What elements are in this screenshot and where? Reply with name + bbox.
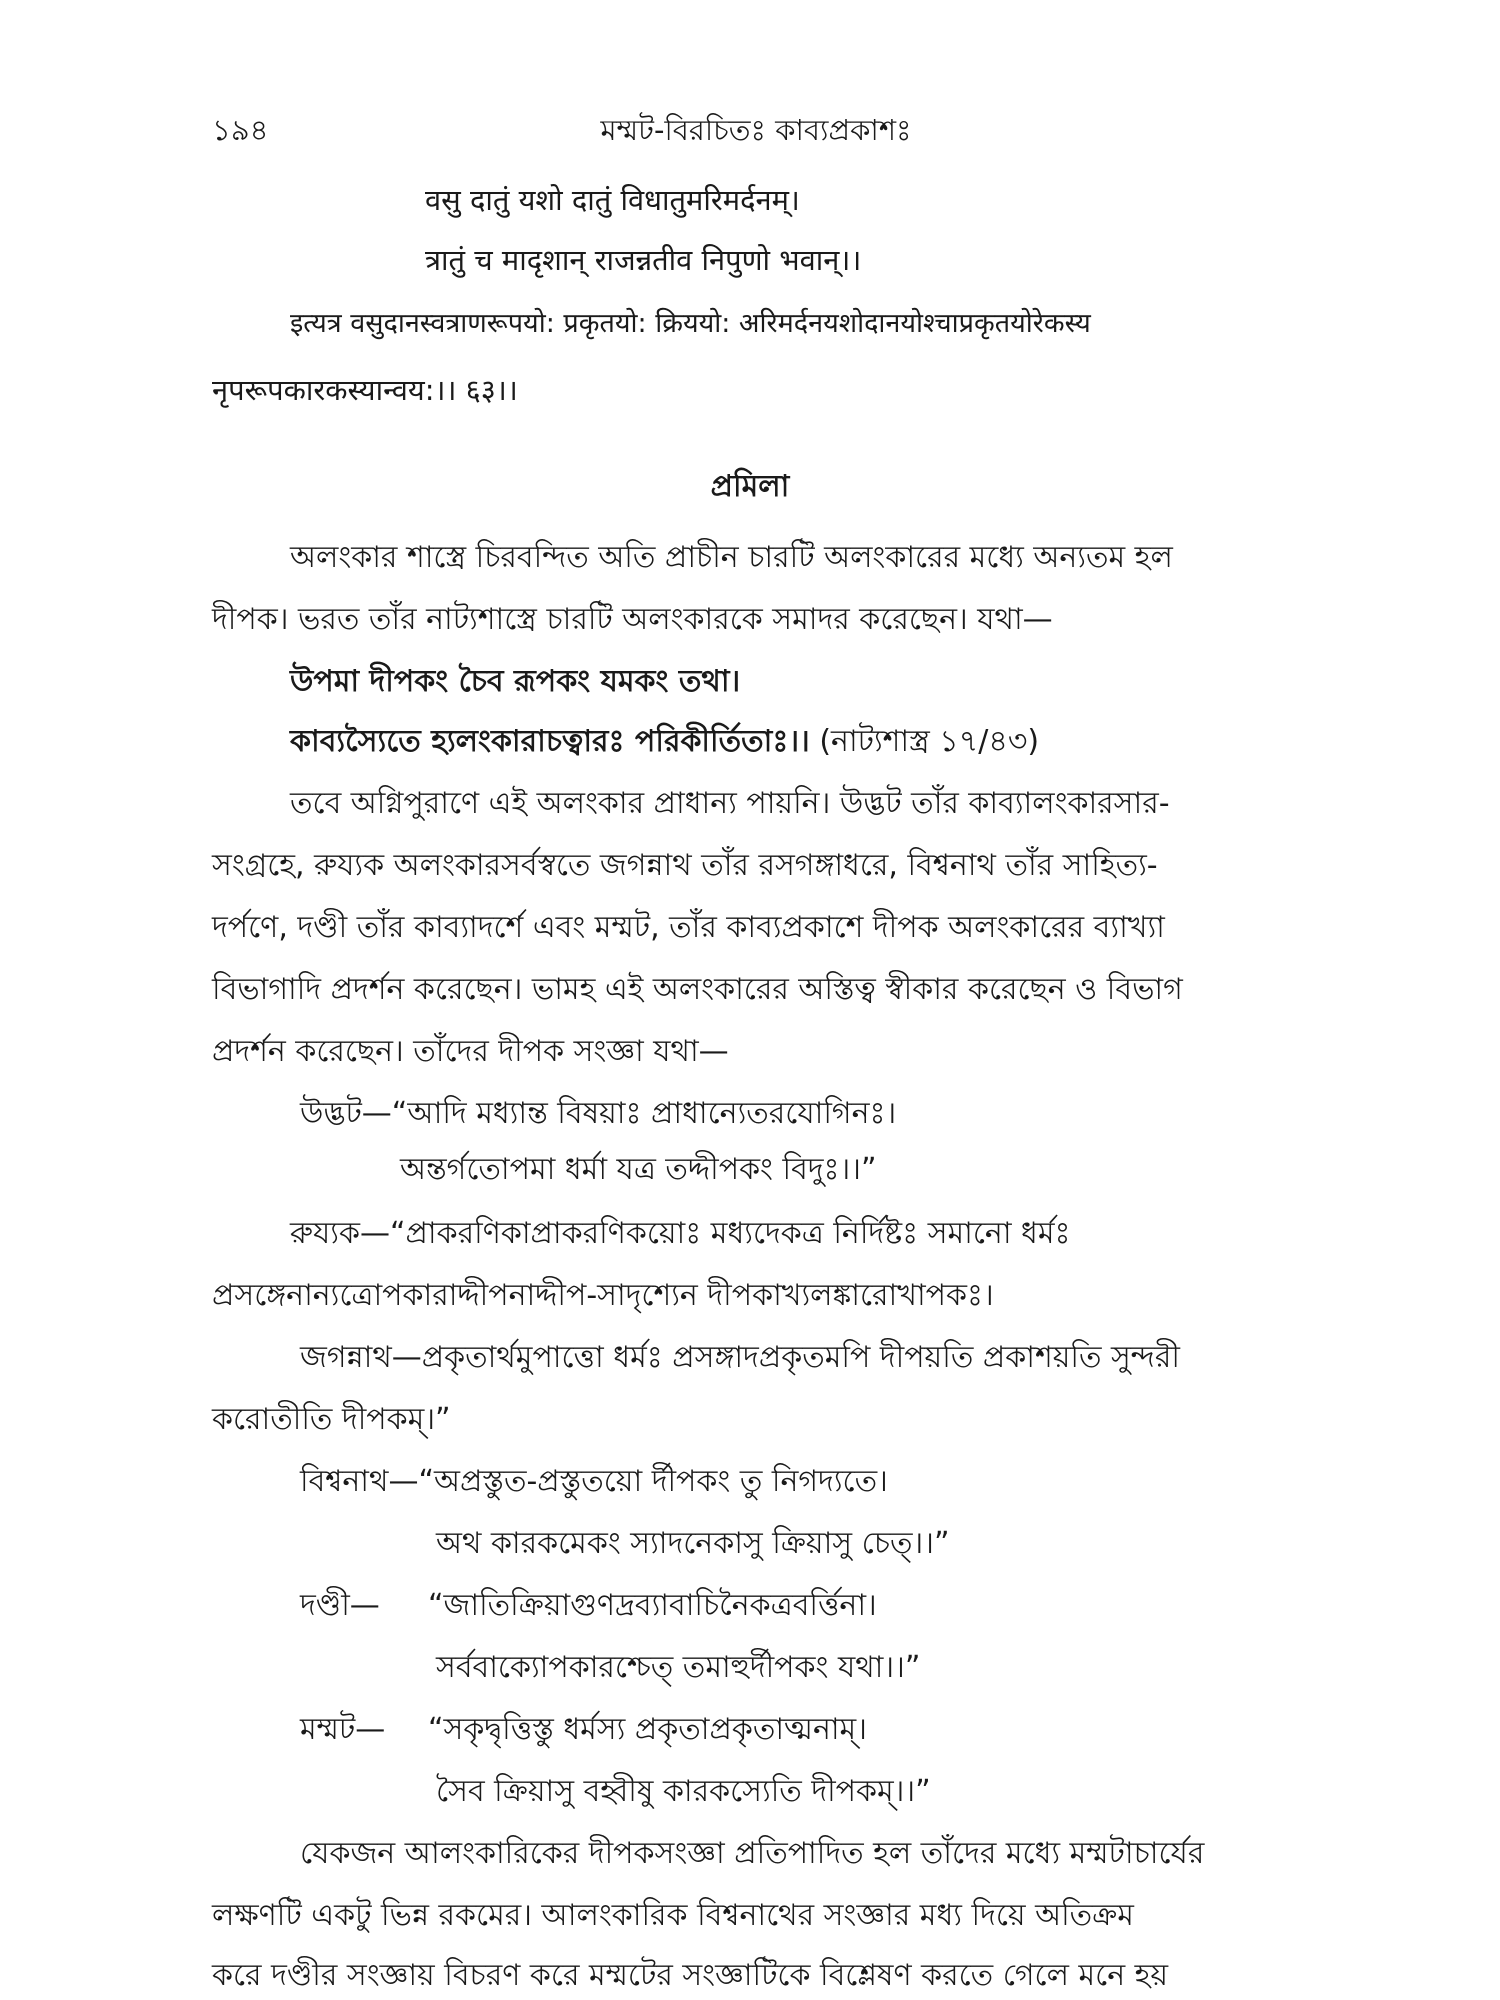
sanskrit-commentary-line-1: इत्यत्र वसुदानस्वत्राणरूपयो: प्रकृतयो: क्रिययो: अरिमर्दनयशोदानयोश्चाप्रकृतयोरेकस्य [290,308,1091,339]
page-header [212,108,1300,158]
author-label-vishvanatha: বিশ্বনাথ— [300,1464,419,1499]
vishvanatha-definition-line-1 [300,1462,888,1502]
jagannatha-definition-line-1 [300,1338,1180,1378]
paragraph-line: অলংকার শাস্ত্রে চিরবন্দিত অতি প্রাচীন চারটি অলংকারের মধ্যে অন্যতম হল [290,540,1173,575]
paragraph-line: সংগ্রহে, রুয্যক অলংকারসর্বস্বতে জগন্নাথ তাঁর রসগঙ্গাধরে, বিশ্বনাথ তাঁর সাহিত্য- [212,848,1158,883]
paragraph-line: দীপক। ভরত তাঁর নাট্যশাস্ত্রে চারটি অলংকারকে সমাদর করেছেন। যথা— [212,602,1053,637]
udbhata-definition-line-1 [300,1094,896,1134]
mammata-verse-2: সৈব ক্রিয়াসু বহ্বীষু কারকস্যেতি দীপকম্।।” [436,1774,931,1809]
author-label-dandi: দণ্ডী— [300,1588,380,1623]
paragraph-line: তবে অগ্নিপুরাণে এই অলংকার প্রাধান্য পায়নি। উদ্ভট তাঁর কাব্যালংকারসার- [290,786,1170,821]
ruyyaka-text-1: “প্রাকরণিকাপ্রাকরণিকয়োঃ মধ্যদেকত্র নির্দিষ্টঃ সমানো ধর্মঃ [390,1216,1071,1251]
ruyyaka-text-2: প্রসঙ্গেনান্যত্রোপকারাদ্দীপনাদ্দীপ-সাদৃশ্যেন দীপকাখ্যলঙ্কারোখাপকঃ। [212,1278,994,1313]
section-heading: প্রমিলা [710,469,790,504]
vishvanatha-verse-1: “অপ্রস্তুত-প্রস্তুতয়ো র্দীপকং তু নিগদ্যতে। [418,1464,888,1499]
dandi-definition-line-1 [300,1586,877,1626]
dandi-verse-2: সর্ববাক্যোপকারশ্চেত্ তমাহুর্দীপকং যথা।।” [436,1650,921,1685]
paragraph-line: যেকজন আলংকারিকের দীপকসংজ্ঞা প্রতিপাদিত হল তাঁদের মধ্যে মম্মটাচার্যের [300,1836,1205,1871]
udbhata-verse-2: অন্তর্গতোপমা ধর্মা যত্র তদ্দীপকং বিদুঃ।।” [400,1152,877,1187]
dandi-verse-1: “জাতিক্রিয়াগুণদ্রব্যাবাচিনৈকত্রবর্ত্তিনা। [428,1588,877,1623]
paragraph-line: প্রদর্শন করেছেন। তাঁদের দীপক সংজ্ঞা যথা— [212,1034,729,1069]
page-number: ১৯৪ [212,113,269,147]
sanskrit-verse-line-2: त्रातुं च मादृशान् राजन्नतीव निपुणो भवान्।। [425,243,862,277]
jagannatha-text-1: প্রকৃতার্থমুপাত্তো ধর্মঃ প্রসঙ্গাদপ্রকৃতমপি দীপয়তি প্রকাশয়তি সুন্দরী [421,1340,1180,1375]
mammata-definition-line-1 [300,1710,867,1750]
paragraph-line: বিভাগাদি প্রদর্শন করেছেন। ভামহ এই অলংকারের অস্তিত্ব স্বীকার করেছেন ও বিভাগ [212,972,1183,1007]
author-label-udbhata: উদ্ভট— [300,1096,392,1131]
paragraph-line: করে দণ্ডীর সংজ্ঞায় বিচরণ করে মম্মটের সংজ্ঞাটিকে বিশ্লেষণ করতে গেলে মনে হয় [212,1958,1169,1993]
mammata-verse-1: “সকৃদ্বৃত্তিস্তু ধর্মস্য প্রকৃতাপ্রকৃতাত্মনাম্। [428,1712,867,1747]
natyashastra-quote-text: কাব্যস্যৈতে হ্যলংকারাচত্বারঃ পরিকীর্তিতাঃ।। [290,724,810,759]
paragraph-line: লক্ষণটি একটু ভিন্ন রকমের। আলংকারিক বিশ্বনাথের সংজ্ঞার মধ্য দিয়ে অতিক্রম [212,1898,1134,1933]
natyashastra-quote-line-2 [290,722,1039,762]
udbhata-verse-1: “আদি মধ্যান্ত বিষয়াঃ প্রাধান্যেতরযোগিনঃ। [391,1096,897,1131]
ruyyaka-definition-line-1 [290,1214,1071,1254]
sanskrit-verse-line-1: वसु दातुं यशो दातुं विधातुमरिमर्दनम्। [425,183,800,217]
paragraph-line: দর্পণে, দণ্ডী তাঁর কাব্যাদর্শে এবং মম্মট, তাঁর কাব্যপ্রকাশে দীপক অলংকারের ব্যাখ্যা [212,910,1165,945]
natyashastra-quote-line-1: উপমা দীপকং চৈব রূপকং যমকং তথা। [290,664,741,699]
vishvanatha-verse-2: অথ কারকমেকং স্যাদনেকাসু ক্রিয়াসু চেত্।।” [436,1526,950,1561]
natyashastra-reference: (নাট্যশাস্ত্র ১৭/৪৩) [819,724,1040,759]
sanskrit-commentary-line-2: नृपरूपकारकस्यान्वय:।। ६३।। [212,373,518,407]
author-label-ruyyaka: রুয্যক— [290,1216,390,1251]
author-label-jagannatha: জগন্নাথ— [300,1340,422,1375]
author-label-mammata: মম্মট— [300,1712,386,1747]
running-title: মম্মট-বিরচিতঃ কাব্যপ্রকাশঃ [600,113,912,147]
jagannatha-text-2: করোতীতি দীপকম্।” [212,1402,451,1437]
